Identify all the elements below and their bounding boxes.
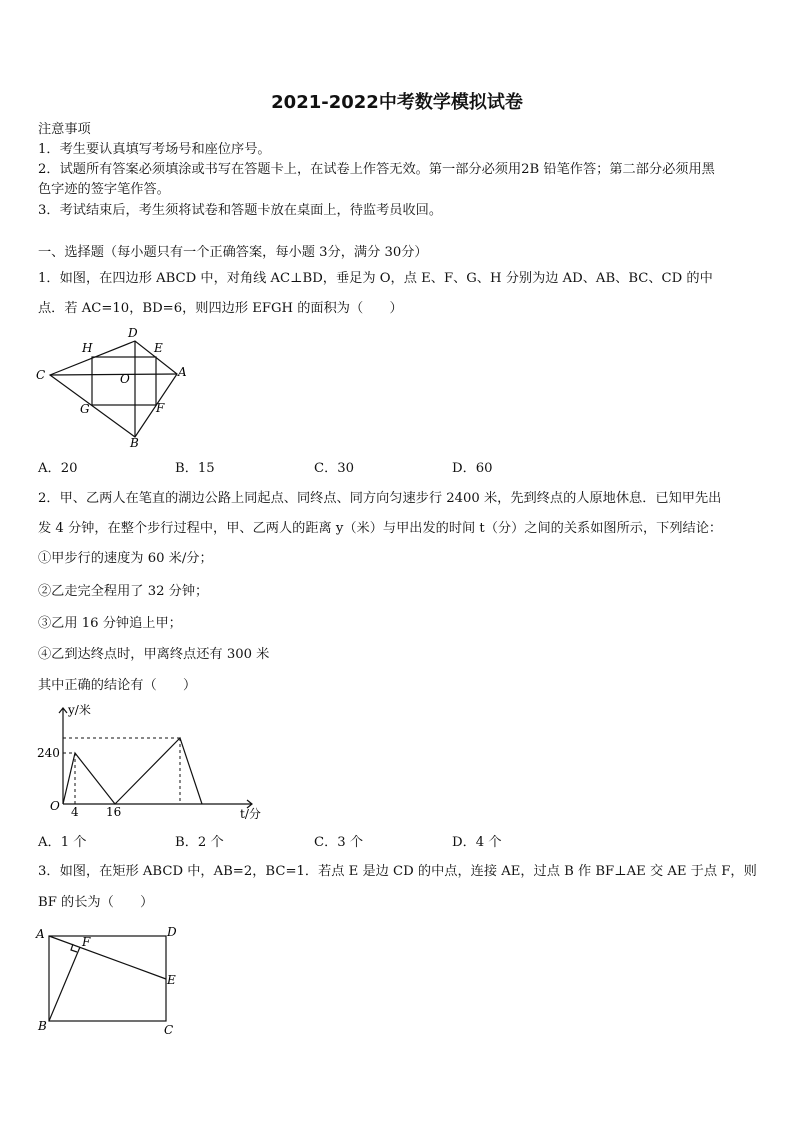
q1-option-c[interactable]: C．30 xyxy=(314,461,355,476)
notice-item: 2．试题所有答案必须填涂或书写在答题卡上，在试卷上作答无效。第一部分必须用2B 铅笔作答；第二部分必须用黑 xyxy=(38,162,715,177)
q2-stem-line1: 2．甲、乙两人在笔直的湖边公路上同起点、同终点、同方向匀速步行 2400 米，先到终点的人原地休息．已知甲先出 xyxy=(38,491,722,506)
q2-distance-time-graph xyxy=(30,700,270,822)
q1-option-b[interactable]: B．15 xyxy=(175,461,215,476)
q3-label-c: C xyxy=(164,1023,174,1037)
q1-label-g: G xyxy=(80,402,90,416)
notice-item: 1．考生要认真填写考场号和座位序号。 xyxy=(38,142,271,157)
q1-label-o: O xyxy=(120,372,130,386)
q3-label-a: A xyxy=(36,927,45,941)
q2-origin-label: O xyxy=(50,799,60,813)
notice-heading: 注意事项 xyxy=(38,122,91,137)
q2-tick-4: 4 xyxy=(71,805,79,819)
q1-quadrilateral-figure xyxy=(30,325,200,450)
q2-tick-16: 16 xyxy=(106,805,122,819)
q3-stem-line2: BF 的长为（ ） xyxy=(38,895,154,910)
q2-option-b[interactable]: B．2 个 xyxy=(175,835,224,850)
q2-x-axis-label: t/分 xyxy=(240,807,261,821)
q1-label-h: H xyxy=(82,341,93,355)
q1-label-e: E xyxy=(154,341,163,355)
q3-label-d: D xyxy=(167,925,177,939)
q1-label-d: D xyxy=(128,326,138,340)
q1-option-a[interactable]: A．20 xyxy=(38,461,78,476)
q2-stem-line2: 发 4 分钟，在整个步行过程中，甲、乙两人的距离 y（米）与甲出发的时间 t（分）之间的关系如图所示，下列结论： xyxy=(38,521,723,536)
q2-conclusion-2: ②乙走完全程用了 32 分钟； xyxy=(38,584,209,599)
q1-label-b: B xyxy=(130,436,139,450)
q1-label-a: A xyxy=(178,365,187,379)
q2-conclusion-1: ①甲步行的速度为 60 米/分； xyxy=(38,551,213,566)
q2-tick-240: 240 xyxy=(37,746,60,760)
q1-stem-line1: 1．如图，在四边形 ABCD 中，对角线 AC⊥BD，垂足为 O，点 E、F、G、H 分别为边 AD、AB、BC、CD 的中 xyxy=(38,271,713,286)
q2-question: 其中正确的结论有（ ） xyxy=(38,678,197,693)
q1-option-d[interactable]: D．60 xyxy=(452,461,493,476)
section-heading: 一、选择题（每小题只有一个正确答案，每小题 3分，满分 30分） xyxy=(38,245,428,260)
notice-item: 色字迹的签字笔作答。 xyxy=(38,182,170,197)
q3-label-b: B xyxy=(38,1019,47,1033)
q3-stem-line1: 3．如图，在矩形 ABCD 中，AB=2，BC=1．若点 E 是边 CD 的中点，连接 AE，过点 B 作 BF⊥AE 交 AE 于点 F，则 xyxy=(38,864,757,879)
q2-option-d[interactable]: D．4 个 xyxy=(452,835,502,850)
q1-stem-line2: 点．若 AC=10，BD=6，则四边形 EFGH 的面积为（ ） xyxy=(38,301,403,316)
page-title: 2021-2022中考数学模拟试卷 xyxy=(271,92,523,113)
q3-label-e: E xyxy=(167,973,176,987)
q1-label-c: C xyxy=(36,368,46,382)
q2-conclusion-3: ③乙用 16 分钟追上甲； xyxy=(38,616,182,631)
notice-item: 3．考试结束后，考生须将试卷和答题卡放在桌面上，待监考员收回。 xyxy=(38,203,443,218)
q2-option-c[interactable]: C．3 个 xyxy=(314,835,364,850)
q2-y-axis-label: y/米 xyxy=(68,703,91,717)
q2-option-a[interactable]: A．1 个 xyxy=(38,835,87,850)
q3-label-f: F xyxy=(82,935,91,949)
q1-label-f: F xyxy=(156,401,165,415)
q2-conclusion-4: ④乙到达终点时，甲离终点还有 300 米 xyxy=(38,647,270,662)
q3-rectangle-figure xyxy=(30,922,190,1038)
